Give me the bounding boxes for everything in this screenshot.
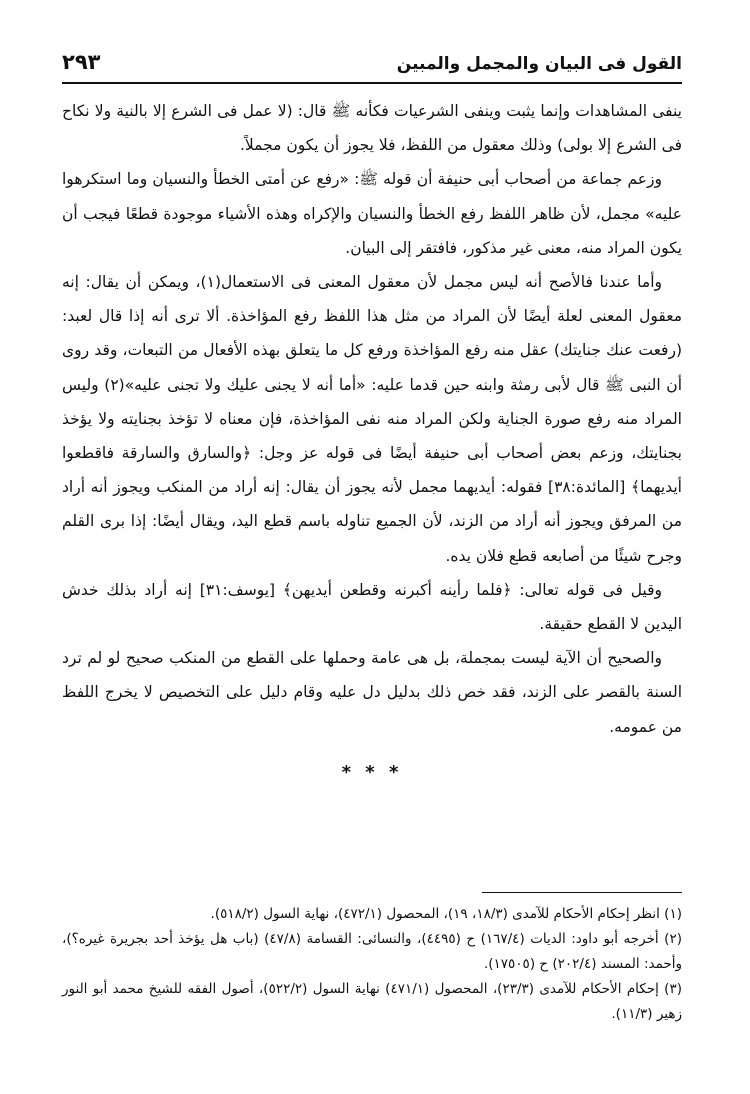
header-title: القول فى البيان والمجمل والمبين (396, 54, 682, 74)
section-separator: * * * (341, 761, 403, 783)
page-number: ٢٩٣ (62, 50, 101, 74)
running-header (62, 50, 682, 84)
paragraph: والصحيح أن الآية ليست بمجملة، بل هى عامة وحملها على القطع من المنكب صحيح لو لم ترد السنة بالقصر على الزند، فقد خص ذلك بدليل دل عليه وقام دليل على التخصيص لا يخرج اللفظ من عمومه. (62, 649, 682, 736)
paragraph: وقيل فى قوله تعالى: ﴿فلما رأينه أكبرنه وقطعن أيديهن﴾ [يوسف:٣١] إنه أراد بذلك خدش اليدين لا القطع حقيقة. (62, 580, 682, 634)
body-text (62, 94, 682, 790)
footnote-divider (482, 892, 682, 893)
paragraph: وزعم جماعة من أصحاب أبى حنيفة أن قوله ﷺ: «رفع عن أمتى الخطأ والنسيان وما استكرهوا عليه» مجمل، لأن ظاهر اللفظ رفع الخطأ والنسيان والإكراه وهذه الأشياء موجودة قطعًا فيجب أن يكون المراد منه، معنى غير مذكور، فافتقر إلى البيان. (62, 170, 682, 257)
footnote: (٢) أخرجه أبو داود: الديات (١٦٧/٤) ح (٤٤٩٥)، والنسائى: القسامة (٤٧/٨) (باب هل يؤخذ أحد بجريرة غيره؟)، وأحمد: المسند (٢٠٢/٤) ح (١٧٥٠٥). (62, 931, 682, 972)
paragraph: وأما عندنا فالأصح أنه ليس مجمل لأن معقول المعنى فى الاستعمال(١)، ويمكن أن يقال: إنه معقول المعنى لعلة أيضًا لأن المراد من مثل هذا اللفظ رفع المؤاخذة. ألا ترى أنه إذا قال لعبد: (رفعت عنك جنايتك) عقل منه رفع المؤاخذة ورفع كل ما يتعلق بهذه الأفعال من التبعات، وقد روى أن النبى ﷺ قال لأبى رمثة وابنه حين قدما عليه: «أما أنه لا يجنى عليك ولا تجنى عليه»(٢) وليس المراد منه رفع صورة الجناية ولكن المراد منه نفى المؤاخذة، فإن معناه لا تؤخذ بجنايته ولا يؤخذ بجنايتك، وزعم بعض أصحاب أبى حنيفة أيضًا فى قوله عز وجل: ﴿والسارق والسارقة فاقطعوا أيديهما﴾ [المائدة:٣٨] فقوله: أيديهما مجمل لأنه يجوز أن يقال: إنه أراد من المنكب ويجوز أنه أراد من المرفق ويجوز أنه أراد من الزند، لأن الجميع تناوله باسم قطع اليد، ويقال أيضًا: إذا برى القلم وجرح شيئًا من أصابعه قطع فلان يده. (62, 273, 682, 565)
page (62, 50, 682, 1022)
paragraph: ينفى المشاهدات وإنما يثبت وينفى الشرعيات فكأنه ﷺ قال: (لا عمل فى الشرع إلا بالنية ولا نكاح فى الشرع إلا بولى) وذلك معقول من اللفظ، فلا يجوز أن يكون مجملاً. (62, 102, 682, 155)
footnote: (١) انظر إحكام الأحكام للآمدى (١٨/٣، ١٩)، المحصول (٤٧٢/١)، نهاية السول (٥١٨/٢). (210, 906, 682, 922)
footnotes (62, 902, 682, 1027)
footnote: (٣) إحكام الأحكام للآمدى (٢٣/٣)، المحصول (٤٧١/١) نهاية السول (٥٢٢/٢)، أصول الفقه للشيخ محمد أبو النور زهير (١١/٣). (62, 981, 682, 1022)
